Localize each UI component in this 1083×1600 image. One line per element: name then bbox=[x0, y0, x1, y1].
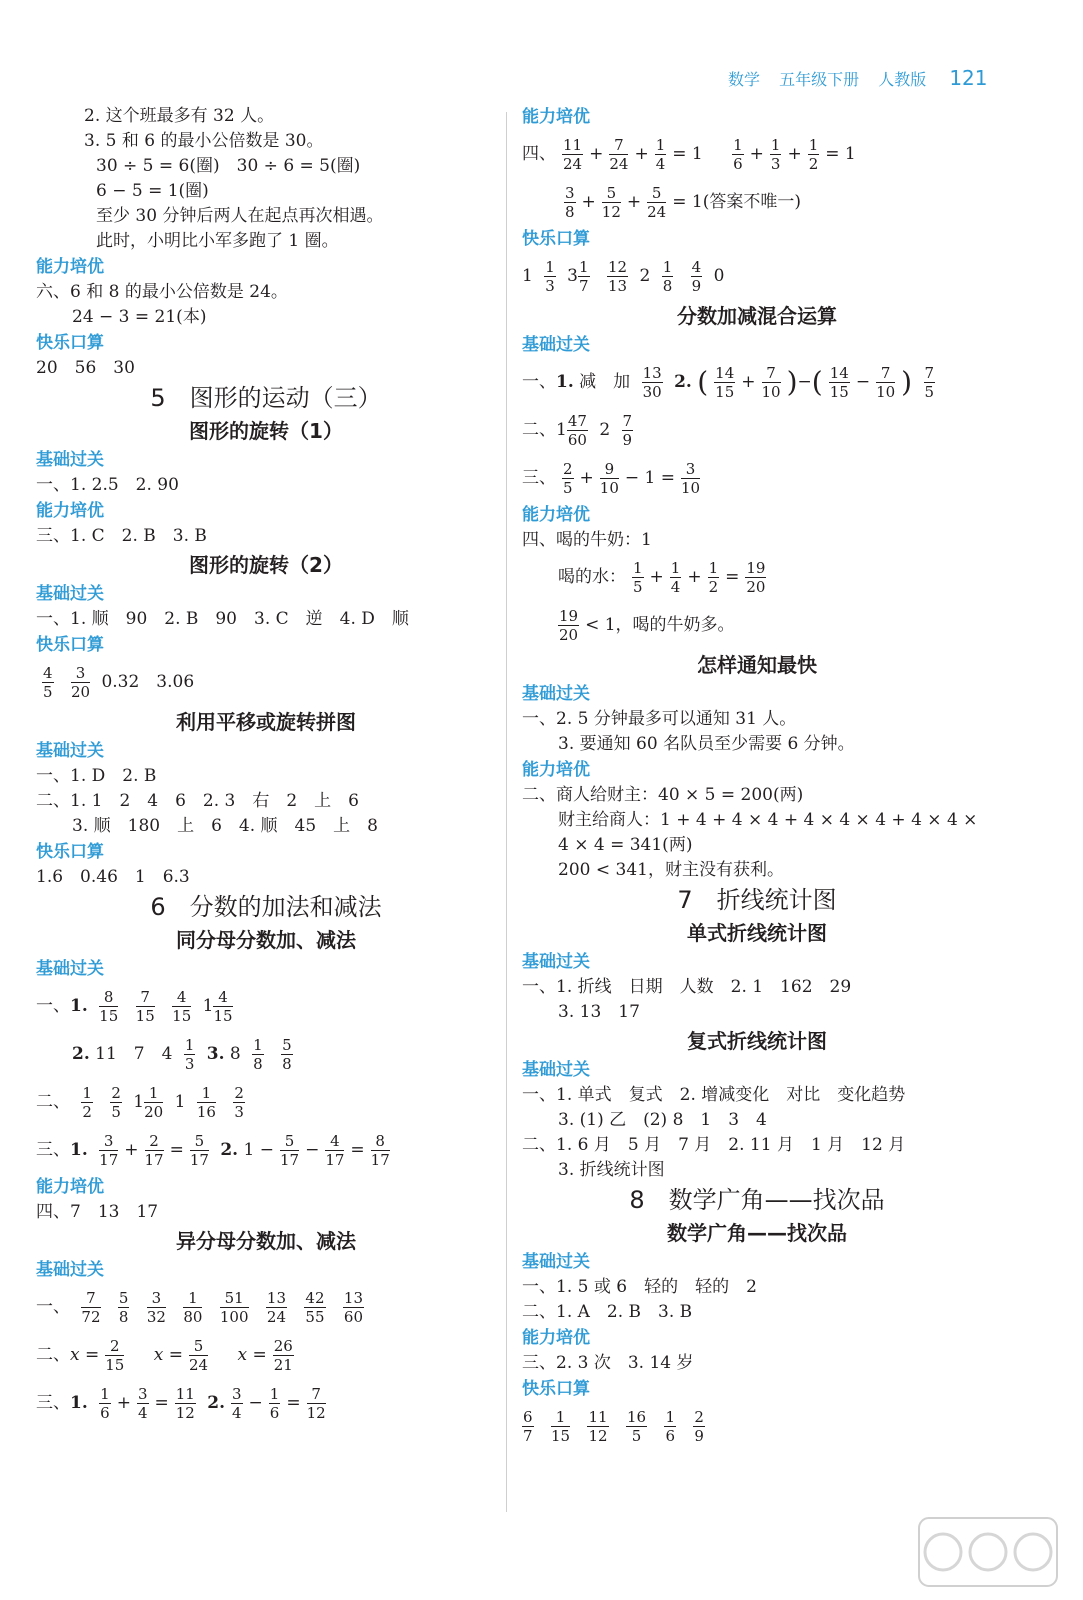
column-divider bbox=[506, 112, 507, 1512]
section-label: 基础过关 bbox=[522, 684, 590, 704]
answer-line: $\frac{3}{8}$ + $\frac{5}{12}$ + $\frac{5}{24}$ = 1(答案不唯一) bbox=[565, 183, 801, 221]
section-label: 能力培优 bbox=[36, 1177, 104, 1197]
answer-line: 三、1. $\frac{1}{6}$ + $\frac{3}{4}$ = $\frac{11}{12}$ 2. $\frac{3}{4}$ − $\frac{1}{6}$ = $\frac{7}{12}$ bbox=[36, 1384, 326, 1422]
answer-line: 6 − 5 = 1(圈) bbox=[96, 181, 209, 201]
answer-line: 三、1. $\frac{3}{17}$ + $\frac{2}{17}$ = $\frac{5}{17}$ 2. 1 − $\frac{5}{17}$ − $\frac{4}{17}$ = $\frac{8}{17}$ bbox=[36, 1131, 390, 1169]
header-grade: 五年级下册 bbox=[779, 70, 860, 89]
answer-line: 一、1. 减 加 $\frac{13}{30}$ 2. ( $\frac{14}{15}$ + $\frac{7}{10}$ )−( $\frac{14}{15}$ − $\frac{7}{10}$ ) $\frac{7}{5}$ bbox=[522, 363, 935, 401]
lesson-title: 利用平移或旋转拼图 bbox=[176, 710, 356, 734]
lesson-title: 图形的旋转（2） bbox=[189, 553, 343, 577]
answer-line: 四、7 13 17 bbox=[36, 1202, 159, 1222]
answer-line: 此时，小明比小军多跑了 1 圈。 bbox=[96, 231, 339, 251]
lesson-title: 异分母分数加、减法 bbox=[176, 1229, 356, 1253]
right-column bbox=[522, 104, 992, 1450]
header-subject: 数学 bbox=[728, 70, 761, 89]
answer-line bbox=[36, 658, 496, 706]
answer-line: 3. 顺 180 上 6 4. 顺 45 上 8 bbox=[72, 816, 378, 836]
answer-line: $\frac{6}{7}$ $\frac{1}{15}$ $\frac{11}{12}$ $\frac{16}{5}$ $\frac{1}{6}$ $\frac{2}{9}$ bbox=[523, 1407, 704, 1445]
answer-line: 一、1. 单式 复式 2. 增减变化 对比 变化趋势 bbox=[522, 1085, 906, 1105]
section-label: 基础过关 bbox=[36, 450, 104, 470]
answer-line: 至少 30 分钟后两人在起点再次相遇。 bbox=[96, 206, 384, 226]
answer-line: 1 $\frac{1}{3}$ 3 $\frac{1}{7}$ $\frac{12}{13}$ 2 $\frac{1}{8}$ $\frac{4}{9}$ 0 bbox=[522, 257, 725, 295]
watermark-logo bbox=[913, 1512, 1063, 1592]
answer-line: 四、喝的牛奶：1 bbox=[522, 530, 652, 550]
lesson-title: 怎样通知最快 bbox=[697, 653, 817, 677]
answer-line: 二、1. 1 2 4 6 2. 3 右 2 上 6 bbox=[36, 791, 359, 811]
left-column bbox=[36, 104, 496, 1427]
answer-line: 六、6 和 8 的最小公倍数是 24。 bbox=[36, 282, 288, 302]
answer-line: 三、1. C 2. B 3. B bbox=[36, 526, 207, 546]
answer-line: $\frac{19}{20}$ < 1，喝的牛奶多。 bbox=[559, 606, 735, 644]
section-label: 基础过关 bbox=[522, 952, 590, 972]
section-label: 基础过关 bbox=[36, 741, 104, 761]
chapter-title: 7 折线统计图 bbox=[677, 886, 837, 914]
answer-line: 3. 折线统计图 bbox=[558, 1160, 665, 1180]
answer-line: 三、2. 3 次 3. 14 岁 bbox=[522, 1353, 694, 1373]
lesson-title: 复式折线统计图 bbox=[687, 1029, 827, 1053]
page-number: 121 bbox=[949, 66, 988, 90]
section-label: 基础过关 bbox=[36, 584, 104, 604]
lesson-title: 单式折线统计图 bbox=[687, 921, 827, 945]
section-label: 基础过关 bbox=[522, 335, 590, 355]
answer-text: < 1，喝的牛奶多。 bbox=[585, 615, 735, 635]
answer-line: 3. 13 17 bbox=[558, 1002, 640, 1022]
section-label: 能力培优 bbox=[522, 1328, 590, 1348]
section-label: 基础过关 bbox=[522, 1252, 590, 1272]
answer-line: 财主给商人：1 + 4 + 4 × 4 + 4 × 4 × 4 + 4 × 4 × bbox=[558, 810, 978, 830]
section-label: 快乐口算 bbox=[36, 842, 104, 862]
lesson-title: 图形的旋转（1） bbox=[189, 419, 343, 443]
lesson-title: 同分母分数加、减法 bbox=[176, 928, 356, 952]
answer-line: 一、 $\frac{7}{72}$ $\frac{5}{8}$ $\frac{3}{32}$ $\frac{1}{80}$ $\frac{51}{100}$ $\frac{13}{24}$ $\frac{42}{55}$ $\frac{13}{60}$ bbox=[36, 1288, 363, 1326]
section-label: 基础过关 bbox=[36, 1260, 104, 1280]
answer-line: 30 ÷ 5 = 6(圈) 30 ÷ 6 = 5(圈) bbox=[96, 156, 361, 176]
answer-line: 一、1. 顺 90 2. B 90 3. C 逆 4. D 顺 bbox=[36, 609, 409, 629]
answer-line: 一、1. 5 或 6 轻的 轻的 2 bbox=[522, 1277, 757, 1297]
chapter-title: 5 图形的运动（三） bbox=[150, 384, 382, 412]
answer-line: 喝的水： $\frac{1}{5}$ + $\frac{1}{4}$ + $\frac{1}{2}$ = $\frac{19}{20}$ bbox=[558, 558, 766, 596]
answer-line: 3. 5 和 6 的最小公倍数是 30。 bbox=[84, 131, 324, 151]
answer-line: 1.6 0.46 1 6.3 bbox=[36, 867, 190, 887]
answer-line: 2. 11 7 4 $\frac{1}{3}$ 3. 8 $\frac{1}{8}$ $\frac{5}{8}$ bbox=[72, 1035, 292, 1073]
page-header bbox=[728, 66, 988, 90]
section-label: 快乐口算 bbox=[36, 635, 104, 655]
answer-line: 200 < 341，财主没有获利。 bbox=[558, 860, 784, 880]
section-label: 快乐口算 bbox=[522, 229, 590, 249]
answer-line: 二、商人给财主：40 × 5 = 200(两) bbox=[522, 785, 804, 805]
answer-line: 一、1. $\frac{8}{15}$ $\frac{7}{15}$ $\frac{4}{15}$ 1 $\frac{4}{15}$ bbox=[36, 987, 233, 1025]
section-label: 基础过关 bbox=[522, 1060, 590, 1080]
answer-line: 一、1. 2.5 2. 90 bbox=[36, 475, 179, 495]
fraction: $\frac{4}{5}$ bbox=[43, 663, 53, 701]
section-label: 能力培优 bbox=[522, 505, 590, 525]
answer-line: 2. 这个班最多有 32 人。 bbox=[84, 106, 275, 126]
section-label: 基础过关 bbox=[36, 959, 104, 979]
section-label: 快乐口算 bbox=[522, 1379, 590, 1399]
section-label: 能力培优 bbox=[522, 107, 590, 127]
lesson-title: 分数加减混合运算 bbox=[677, 304, 837, 328]
answer-line: 24 − 3 = 21(本) bbox=[72, 307, 207, 327]
fraction: $\frac{3}{20}$ bbox=[70, 663, 91, 701]
answer-line: 四、 $\frac{11}{24}$ + $\frac{7}{24}$ + $\frac{1}{4}$ = 1 $\frac{1}{6}$ + $\frac{1}{3}$ + $\frac{1}{2}$ = 1 bbox=[522, 135, 856, 173]
answer-note: = 1(答案不唯一) bbox=[672, 192, 801, 212]
answer-line: 二、1 $\frac{47}{60}$ 2 $\frac{7}{9}$ bbox=[522, 411, 633, 449]
answer-line: 二、1. 6 月 5 月 7 月 2. 11 月 1 月 12 月 bbox=[522, 1135, 906, 1155]
answer-line: 一、2. 5 分钟最多可以通知 31 人。 bbox=[522, 709, 797, 729]
section-label: 快乐口算 bbox=[36, 333, 104, 353]
section-label: 能力培优 bbox=[36, 257, 104, 277]
header-edition: 人教版 bbox=[878, 70, 927, 89]
section-label: 能力培优 bbox=[36, 501, 104, 521]
answer-line: 二、1. A 2. B 3. B bbox=[522, 1302, 693, 1322]
answer-line: 三、 $\frac{2}{5}$ + $\frac{9}{10}$ − 1 = $\frac{3}{10}$ bbox=[522, 459, 701, 497]
answer-line: 3. 要通知 60 名队员至少需要 6 分钟。 bbox=[558, 734, 855, 754]
answer-line: 4 × 4 = 341(两) bbox=[558, 835, 693, 855]
chapter-title: 8 数学广角——找次品 bbox=[629, 1186, 885, 1214]
lesson-title: 数学广角——找次品 bbox=[667, 1221, 847, 1245]
section-label: 能力培优 bbox=[522, 760, 590, 780]
chapter-title: 6 分数的加法和减法 bbox=[150, 893, 382, 921]
answer-line: 一、1. D 2. B bbox=[36, 766, 157, 786]
answer-line: 二、 $\frac{1}{2}$ $\frac{2}{5}$ 1 $\frac{1}{20}$ 1 $\frac{1}{16}$ $\frac{2}{3}$ bbox=[36, 1083, 244, 1121]
answer-line: 20 56 30 bbox=[36, 358, 135, 378]
answer-text: 喝的水： bbox=[558, 567, 626, 587]
answer-line: 二、x = $\frac{2}{15}$ x = $\frac{5}{24}$ x = $\frac{26}{21}$ bbox=[36, 1336, 293, 1374]
answer-line: 3. (1) 乙 (2) 8 1 3 4 bbox=[558, 1110, 767, 1130]
answer-line: 一、1. 折线 日期 人数 2. 1 162 29 bbox=[522, 977, 852, 997]
answer-text: 0.32 3.06 bbox=[101, 672, 195, 692]
